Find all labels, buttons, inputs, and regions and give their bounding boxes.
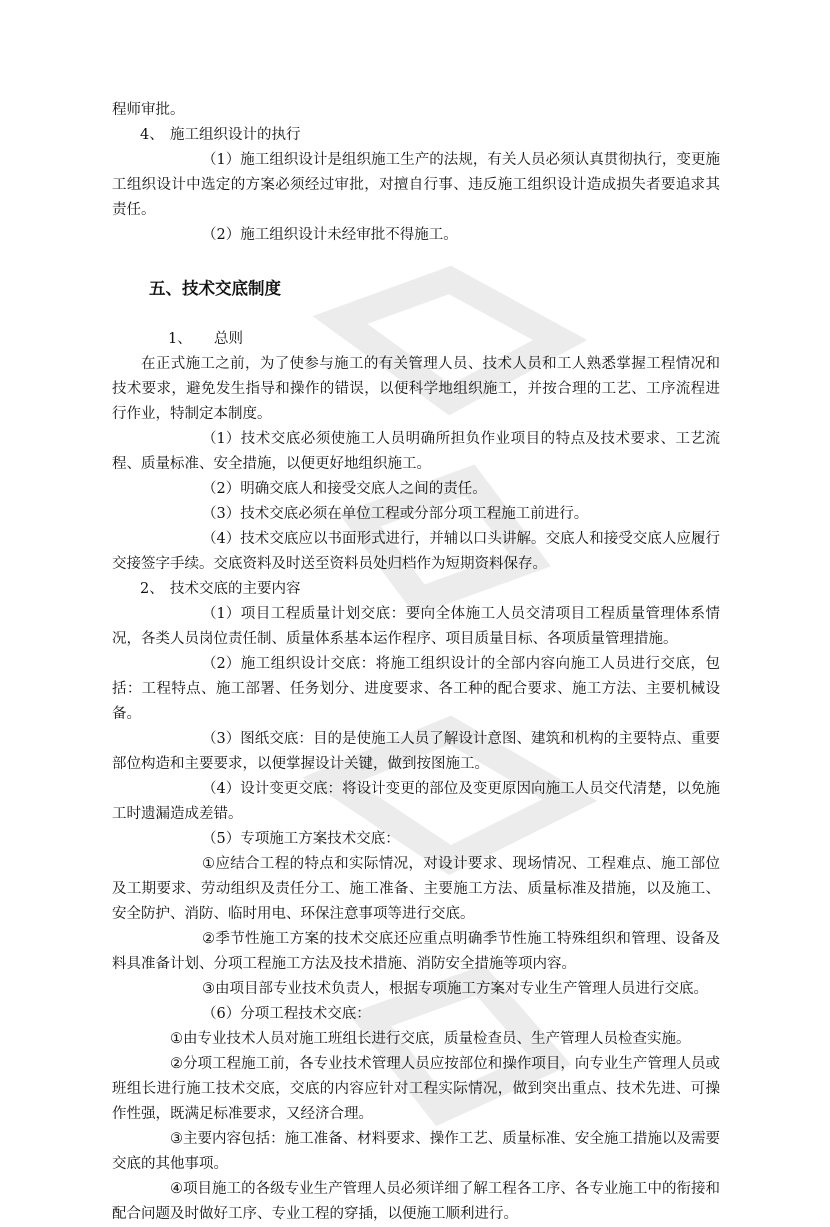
item-number: ② xyxy=(170,1056,183,1072)
item-text: 项目工程质量计划交底：要向全体施工人员交清项目工程质量管理体系情况，各类人员岗位责任制、质量体系基本运作程序、项目质量目标、各项质量管理措施。 xyxy=(112,606,720,647)
list-item xyxy=(112,502,720,527)
item-text: 分项工程技术交底： xyxy=(240,1006,371,1022)
list-item xyxy=(112,852,720,927)
item-number: 2、 xyxy=(140,581,164,597)
list-item xyxy=(112,827,720,852)
item-text: 明确交底人和接受交底人之间的责任。 xyxy=(240,481,487,497)
item-text: 施工组织设计的执行 xyxy=(170,127,301,143)
item-text: 总则 xyxy=(214,331,243,347)
item-number: ③ xyxy=(170,1131,183,1147)
list-item xyxy=(112,148,720,223)
list-item xyxy=(112,1002,720,1027)
item-number: （2） xyxy=(202,227,241,243)
list-item xyxy=(112,602,720,652)
item-number: （4） xyxy=(202,781,241,797)
item-number: （1） xyxy=(202,606,241,622)
list-item xyxy=(112,477,720,502)
section-heading: 五、技术交底制度 xyxy=(149,279,281,298)
list-item xyxy=(112,1177,720,1227)
item-text: 主要内容包括：施工准备、材料要求、操作工艺、质量标准、安全施工措施以及需要交底的其他事项。 xyxy=(112,1131,720,1172)
paragraph xyxy=(112,352,720,427)
item-number: ② xyxy=(202,931,215,947)
paragraph-text: 程师审批。 xyxy=(112,102,185,118)
item-text: 技术交底的主要内容 xyxy=(170,581,301,597)
item-text: 技术交底必须在单位工程或分部分项工程施工前进行。 xyxy=(240,506,589,522)
item-number: （2） xyxy=(202,656,241,672)
list-item xyxy=(112,927,720,977)
subsection-heading xyxy=(140,577,720,602)
list-item xyxy=(112,1052,720,1127)
paragraph-text: 在正式施工之前，为了使参与施工的有关管理人员、技术人员和工人熟悉掌握工程情况和技术要求，避免发生指导和操作的错误，以便科学地组织施工，并按合理的工艺、工序流程进行作业，特制定本制度。 xyxy=(112,356,720,422)
item-text: 分项工程施工前，各专业技术管理人员应按部位和操作项目，向专业生产管理人员或班组长进行施工技术交底，交底的内容应针对工程实际情况，做到突出重点、技术先进、可操作性强，既满足标准要求，又经济合理。 xyxy=(112,1056,720,1122)
item-number: ① xyxy=(202,856,215,872)
list-item xyxy=(112,427,720,477)
item-text: 专项施工方案技术交底： xyxy=(240,831,400,847)
item-number: （2） xyxy=(202,481,241,497)
list-item xyxy=(112,223,720,248)
list-item xyxy=(112,1027,720,1052)
item-text: 设计变更交底：将设计变更的部位及变更原因向施工人员交代清楚，以免施工时遗漏造成差错。 xyxy=(112,781,720,822)
item-text: 季节性施工方案的技术交底还应重点明确季节性施工特殊组织和管理、设备及料具准备计划、分项工程施工方法及技术措施、消防安全措施等项内容。 xyxy=(112,931,720,972)
subsection-heading xyxy=(168,327,720,352)
item-text: 施工组织设计交底：将施工组织设计的全部内容向施工人员进行交底，包括：工程特点、施工部署、任务划分、进度要求、各工种的配合要求、施工方法、主要机械设备。 xyxy=(112,656,720,722)
item-text: 图纸交底：目的是使施工人员了解设计意图、建筑和机构的主要特点、重要部位构造和主要要求，以便掌握设计关键，做到按图施工。 xyxy=(112,731,720,772)
subsection-heading xyxy=(140,123,720,148)
document-body xyxy=(112,98,720,1227)
item-text: 应结合工程的特点和实际情况，对设计要求、现场情况、工程难点、施工部位及工期要求、劳动组织及责任分工、施工准备、主要施工方法、质量标准及措施，以及施工、安全防护、消防、临时用电、环保注意事项等进行交底。 xyxy=(112,856,720,922)
list-item xyxy=(112,1127,720,1177)
item-number: （6） xyxy=(202,1006,241,1022)
list-item xyxy=(112,977,720,1002)
item-number: （4） xyxy=(202,531,241,547)
item-text: 施工组织设计是组织施工生产的法规，有关人员必须认真贯彻执行，变更施工组织设计中选定的方案必须经过审批，对擅自行事、违反施工组织设计造成损失者要追求其责任。 xyxy=(112,152,720,218)
item-number: 1、 xyxy=(168,331,192,347)
item-number: （3） xyxy=(202,506,241,522)
item-number: （1） xyxy=(202,152,241,168)
item-text: 由专业技术人员对施工班组长进行交底，质量检查员、生产管理人员检查实施。 xyxy=(183,1031,691,1047)
item-text: 由项目部专业技术负责人，根据专项施工方案对专业生产管理人员进行交底。 xyxy=(215,981,708,997)
item-number: ① xyxy=(170,1031,183,1047)
item-number: （3） xyxy=(202,731,241,747)
item-text: 项目施工的各级专业生产管理人员必须详细了解工程各工序、各专业施工中的衔接和配合问题及时做好工序、专业工程的穿插，以便施工顺利进行。 xyxy=(112,1181,720,1222)
item-number: ④ xyxy=(170,1181,183,1197)
item-text: 技术交底必须使施工人员明确所担负作业项目的特点及技术要求、工艺流程、质量标准、安全措施，以便更好地组织施工。 xyxy=(112,431,720,472)
item-text: 技术交底应以书面形式进行，并辅以口头讲解。交底人和接受交底人应履行交接签字手续。交底资料及时送至资料员处归档作为短期资料保存。 xyxy=(112,531,720,572)
item-number: ③ xyxy=(202,981,215,997)
item-number: （5） xyxy=(202,831,241,847)
paragraph-continuation xyxy=(112,98,720,123)
item-number: 4、 xyxy=(140,127,164,143)
list-item xyxy=(112,652,720,727)
list-item xyxy=(112,777,720,827)
list-item xyxy=(112,527,720,577)
item-number: （1） xyxy=(202,431,241,447)
list-item xyxy=(112,727,720,777)
item-text: 施工组织设计未经审批不得施工。 xyxy=(240,227,458,243)
